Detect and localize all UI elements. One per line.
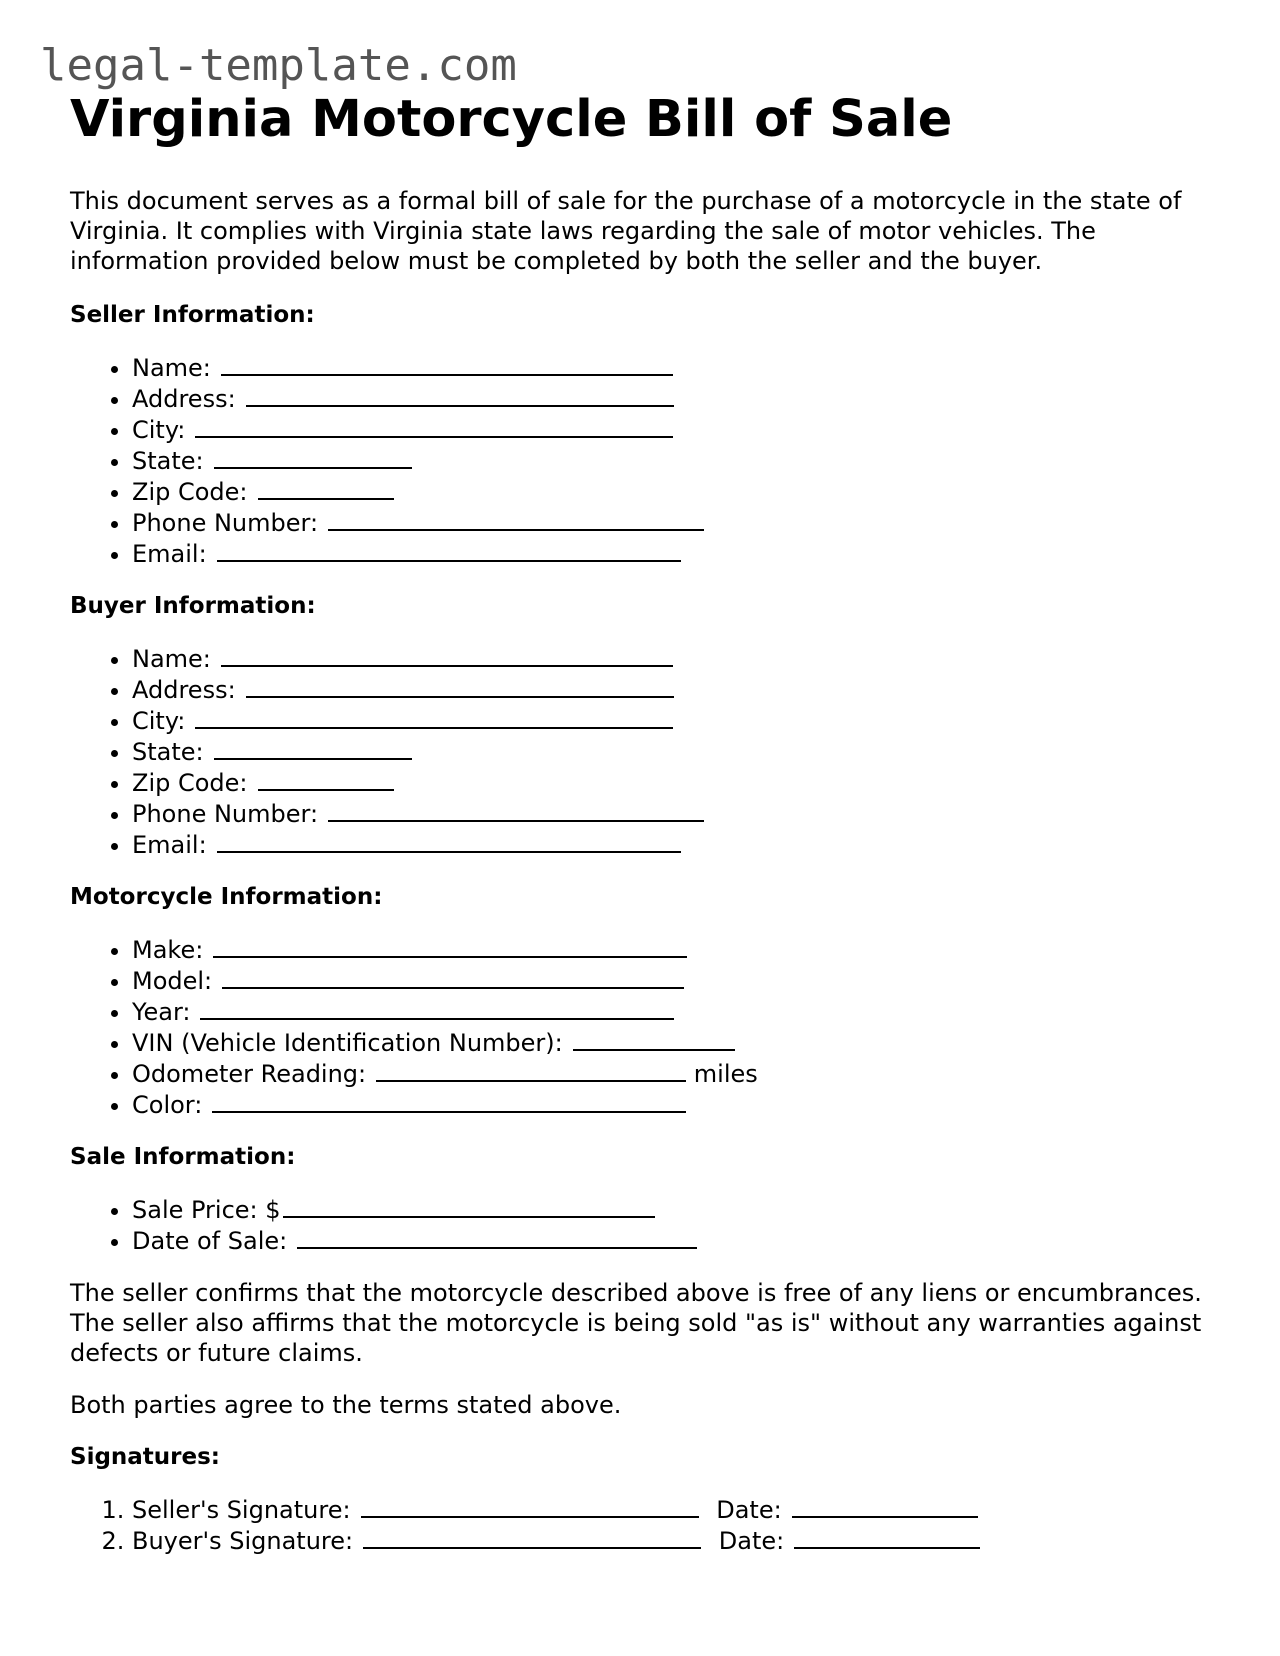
motorcycle-odometer-field [132,1058,1220,1089]
seller-signature-line[interactable] [361,1494,699,1518]
buyer-state-field [132,736,1220,767]
liens-paragraph: The seller confirms that the motorcycle described above is free of any liens or encumbrances. The seller also affirms that the motorcycle is being sold "as is" without any warranties against defects or future claims. [70,1279,1202,1367]
field-label: Make: [132,936,204,964]
buyer-zip-field [132,767,1220,798]
intro-paragraph: This document serves as a formal bill of sale for the purchase of a motorcycle in the state of Virginia. It complies with Virginia state laws regarding the sale of motor vehicles. The information provided below must be completed by both the seller and the buyer. [70,187,1182,275]
buyer-heading: Buyer Information: [70,593,316,619]
field-label: Name: [132,354,211,382]
field-label: Sale Price: $ [132,1196,281,1224]
sale-heading: Sale Information: [70,1144,296,1170]
seller-zip-field [132,476,1220,507]
color-blank-line[interactable] [212,1089,686,1113]
seller-phone-field [132,507,1220,538]
agreement-paragraph: Both parties agree to the terms stated above. [70,1391,622,1419]
motorcycle-vin-field [132,1027,1220,1058]
city-blank-line[interactable] [195,705,673,729]
state-blank-line[interactable] [214,736,412,760]
signature-label: Seller's Signature: [132,1496,351,1524]
address-blank-line[interactable] [246,383,674,407]
buyer-signature-line[interactable] [363,1525,701,1549]
seller-signature-row [132,1494,1220,1525]
buyer-address-field [132,674,1220,705]
model-blank-line[interactable] [222,965,684,989]
field-label: Address: [132,385,236,413]
seller-city-field [132,414,1220,445]
zip-blank-line[interactable] [258,767,394,791]
field-label: Color: [132,1091,203,1119]
field-label: Address: [132,676,236,704]
city-blank-line[interactable] [195,414,673,438]
buyer-name-field [132,643,1220,674]
seller-state-field [132,445,1220,476]
watermark: legal-template.com [40,40,517,91]
signatures-heading: Signatures: [70,1444,221,1470]
phone-blank-line[interactable] [328,798,704,822]
year-blank-line[interactable] [200,996,674,1020]
seller-field-list [70,352,1220,569]
buyer-city-field [132,705,1220,736]
signature-label: Buyer's Signature: [132,1527,354,1555]
email-blank-line[interactable] [217,538,681,562]
address-blank-line[interactable] [246,674,674,698]
field-label: Year: [132,998,191,1026]
field-label: Name: [132,645,211,673]
page-title: Virginia Motorcycle Bill of Sale [70,90,953,149]
field-label: City: [132,416,186,444]
field-label: State: [132,447,204,475]
odometer-unit: miles [693,1060,758,1088]
name-blank-line[interactable] [221,352,673,376]
zip-blank-line[interactable] [258,476,394,500]
field-label: Zip Code: [132,478,248,506]
email-blank-line[interactable] [217,829,681,853]
field-label: State: [132,738,204,766]
motorcycle-heading: Motorcycle Information: [70,884,383,910]
sale-date-blank-line[interactable] [297,1225,697,1249]
buyer-email-field [132,829,1220,860]
field-label: Model: [132,967,213,995]
price-blank-line[interactable] [283,1194,655,1218]
date-label: Date: [716,1496,782,1524]
date-label: Date: [718,1527,785,1555]
motorcycle-color-field [132,1089,1220,1120]
seller-heading: Seller Information: [70,302,315,328]
field-label: Phone Number: [132,509,319,537]
make-blank-line[interactable] [213,934,687,958]
seller-address-field [132,383,1220,414]
field-label: City: [132,707,186,735]
motorcycle-model-field [132,965,1220,996]
document-page [70,84,1220,1556]
sale-price-field [132,1194,1220,1225]
seller-name-field [132,352,1220,383]
field-label: Zip Code: [132,769,248,797]
state-blank-line[interactable] [214,445,412,469]
field-label: Phone Number: [132,800,319,828]
seller-email-field [132,538,1220,569]
signature-list [70,1494,1220,1556]
sale-date-field [132,1225,1220,1256]
buyer-field-list [70,643,1220,860]
sale-field-list [70,1194,1220,1256]
odometer-blank-line[interactable] [376,1058,686,1082]
motorcycle-year-field [132,996,1220,1027]
vin-blank-line[interactable] [573,1027,735,1051]
buyer-phone-field [132,798,1220,829]
field-label: Date of Sale: [132,1227,288,1255]
buyer-date-line[interactable] [794,1525,980,1549]
field-label: VIN (Vehicle Identification Number): [132,1029,563,1057]
motorcycle-make-field [132,934,1220,965]
field-label: Email: [132,540,207,568]
field-label: Odometer Reading: [132,1060,367,1088]
name-blank-line[interactable] [221,643,673,667]
field-label: Email: [132,831,207,859]
motorcycle-field-list [70,934,1220,1120]
seller-date-line[interactable] [792,1494,978,1518]
phone-blank-line[interactable] [328,507,704,531]
buyer-signature-row [132,1525,1220,1556]
